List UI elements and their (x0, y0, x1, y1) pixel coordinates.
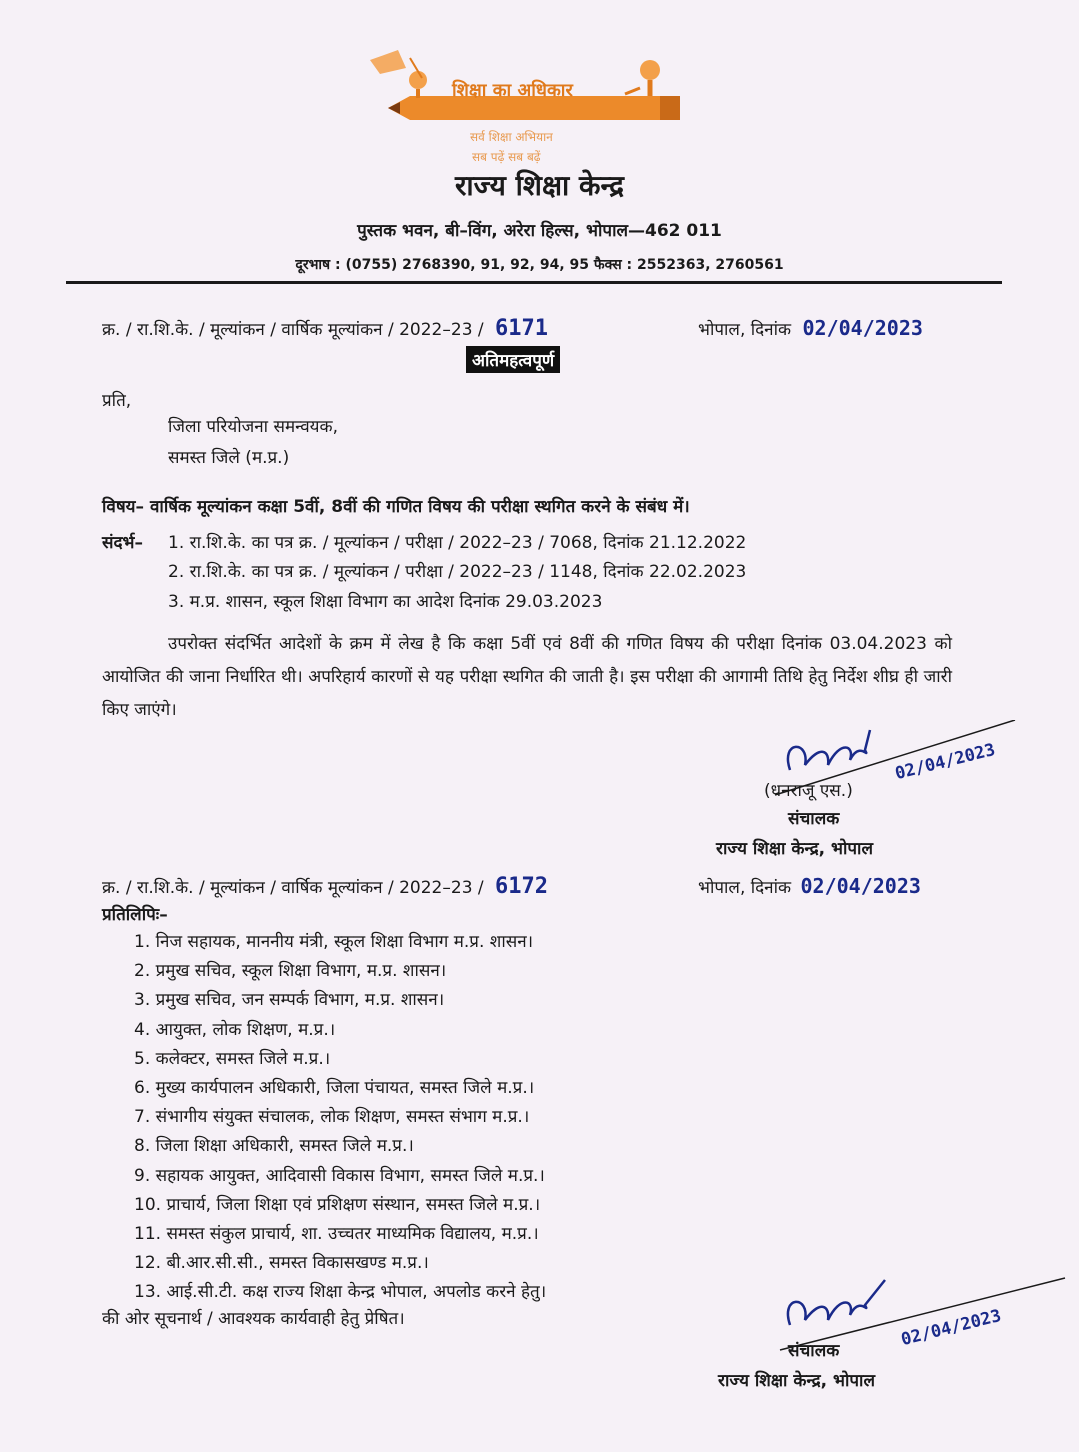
subject-line: विषय– वार्षिक मूल्यांकन कक्षा 5वीं, 8वीं की गणित विषय की परीक्षा स्थगित करने के संबंध में। (102, 497, 690, 517)
letter-place-date-label: भोपाल, दिनांक (698, 320, 792, 340)
signatory-office: राज्य शिक्षा केन्द्र, भोपाल (716, 839, 873, 859)
copy-ref-line (102, 874, 548, 899)
copy-label: प्रतिलिपिः– (102, 905, 168, 925)
to-line-2: समस्त जिले (म.प्र.) (168, 448, 290, 468)
reference-item: 1. रा.शि.के. का पत्र क्र. / मूल्यांकन / परीक्षा / 2022–23 / 7068, दिनांक 21.12.2022 (168, 533, 747, 553)
header-divider (66, 281, 1002, 284)
logo-subtitle-2: सब पढ़ें सब बढ़ें (472, 150, 541, 164)
to-line-1: जिला परियोजना समन्वयक, (168, 417, 338, 437)
importance-badge: अतिमहत्वपूर्ण (466, 346, 560, 373)
copy-date: 02/04/2023 (800, 874, 921, 898)
copy-signatory-designation: संचालक (788, 1341, 840, 1361)
signature-1-date: 02/04/2023 (893, 739, 998, 785)
copy-ref-number: 6172 (495, 874, 549, 899)
letter-ref-number: 6171 (495, 316, 549, 341)
letter-body: उपरोक्त संदर्भित आदेशों के क्रम में लेख है कि कक्षा 5वीं एवं 8वीं की गणित विषय की परीक्षा दिनांक 03.04.2023 को आयोजित की जाना निर्धारित थी। अपरिहार्य कारणों से यह परीक्षा स्थगित की जाती है। इस परीक्षा की आगामी तिथि हेतु निर्देश शीघ्र ही जारी किए जाएंगे। (102, 634, 952, 720)
list-item: 11. समस्त संकुल प्राचार्य, शा. उच्चतर माध्यमिक विद्यालय, म.प्र.। (134, 1224, 539, 1245)
list-item: 2. प्रमुख सचिव, स्कूल शिक्षा विभाग, म.प्र. शासन। (134, 961, 447, 982)
org-address: पुस्तक भवन, बी–विंग, अरेरा हिल्स, भोपाल—462 011 (357, 221, 722, 241)
reference-item: 2. रा.शि.के. का पत्र क्र. / मूल्यांकन / परीक्षा / 2022–23 / 1148, दिनांक 22.02.2023 (168, 562, 747, 582)
list-item: 4. आयुक्त, लोक शिक्षण, म.प्र.। (134, 1019, 336, 1040)
org-name: राज्य शिक्षा केन्द्र (454, 169, 625, 202)
list-item: 10. प्राचार्य, जिला शिक्षा एवं प्रशिक्षण संस्थान, समस्त जिले म.प्र.। (134, 1194, 541, 1215)
list-item: 8. जिला शिक्षा अधिकारी, समस्त जिले म.प्र.। (134, 1136, 414, 1157)
signatory-designation: संचालक (788, 809, 840, 829)
list-item: 9. सहायक आयुक्त, आदिवासी विकास विभाग, समस्त जिले म.प्र.। (134, 1165, 545, 1186)
copy-place-date-label: भोपाल, दिनांक (698, 878, 792, 898)
list-item: 1. निज सहायक, माननीय मंत्री, स्कूल शिक्षा विभाग म.प्र. शासन। (134, 932, 534, 952)
logo-title: शिक्षा का अधिकार (452, 80, 573, 101)
list-item: 6. मुख्य कार्यपालन अधिकारी, जिला पंचायत, समस्त जिले म.प्र.। (134, 1078, 535, 1099)
signatory-name: (धनराजू एस.) (764, 781, 853, 801)
letter-date-line (698, 316, 923, 340)
list-item: 13. आई.सी.टी. कक्ष राज्य शिक्षा केन्द्र भोपाल, अपलोड करने हेतु। (134, 1282, 547, 1303)
reference-label: संदर्भ– (102, 533, 143, 553)
copy-signatory-office: राज्य शिक्षा केन्द्र, भोपाल (718, 1371, 875, 1391)
list-item: 12. बी.आर.सी.सी., समस्त विकासखण्ड म.प्र.। (134, 1253, 429, 1274)
list-item: 3. प्रमुख सचिव, जन सम्पर्क विभाग, म.प्र. शासन। (134, 990, 445, 1011)
logo-subtitle-1: सर्व शिक्षा अभियान (470, 130, 553, 144)
copy-list (134, 928, 546, 1308)
closing-line: की ओर सूचनार्थ / आवश्यक कार्यवाही हेतु प्रेषित। (102, 1309, 405, 1329)
letter-ref-prefix: क्र. / रा.शि.के. / मूल्यांकन / वार्षिक मूल्यांकन / 2022–23 / (102, 320, 484, 340)
copy-ref-prefix: क्र. / रा.शि.के. / मूल्यांकन / वार्षिक मूल्यांकन / 2022–23 / (102, 878, 484, 898)
signature-2-date: 02/04/2023 (899, 1305, 1004, 1351)
letter-ref-line (102, 316, 548, 341)
list-item: 7. संभागीय संयुक्त संचालक, लोक शिक्षण, समस्त संभाग म.प्र.। (134, 1107, 530, 1128)
reference-item: 3. म.प्र. शासन, स्कूल शिक्षा विभाग का आदेश दिनांक 29.03.2023 (168, 592, 603, 612)
letter-date: 02/04/2023 (802, 316, 923, 340)
org-phone: दूरभाष : (0755) 2768390, 91, 92, 94, 95 फैक्स : 2552363, 2760561 (295, 257, 784, 273)
to-label: प्रति, (102, 391, 132, 411)
list-item: 5. कलेक्टर, समस्त जिले म.प्र.। (134, 1048, 331, 1069)
copy-date-line (698, 874, 921, 898)
